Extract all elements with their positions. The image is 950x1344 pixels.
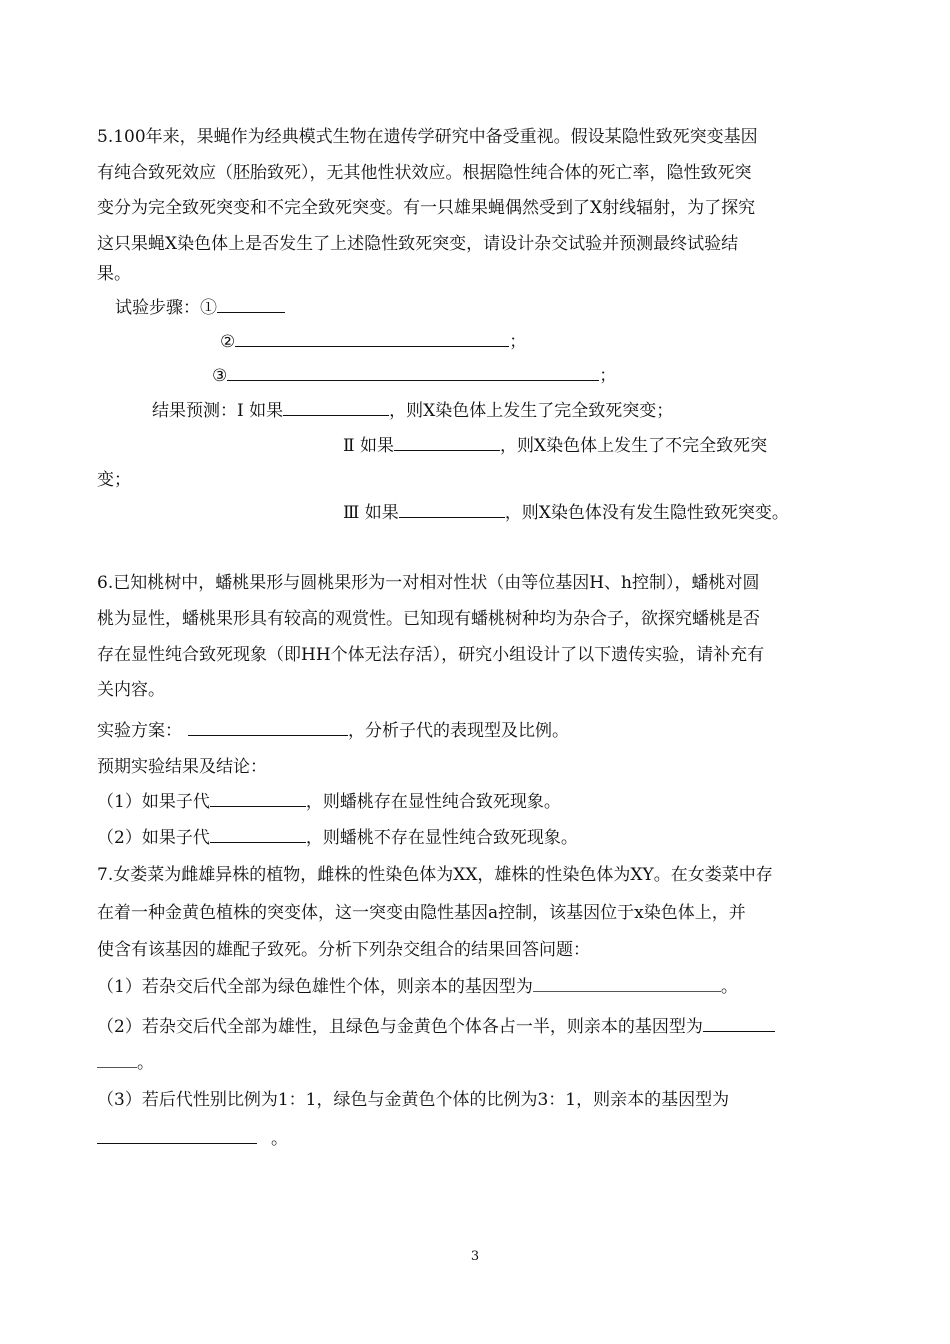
q7-sub1-head: （1）若杂交后代全部为绿色雄性个体，则亲本的基因型为 (97, 977, 533, 997)
q5-line-4: 这只果蝇X染色体上是否发生了上述隐性致死突变，请设计杂交试验并预测最终试验结 (97, 234, 739, 254)
q5-result2-blank[interactable] (394, 432, 500, 451)
q7-sub1-tail: 。 (720, 977, 738, 997)
q7-sub-3-cont (97, 1125, 288, 1151)
q7-sub3-blank[interactable] (97, 1125, 257, 1144)
q7-line-3: 使含有该基因的雄配子致死。分析下列杂交组合的结果回答问题： (97, 940, 590, 960)
page-number: 3 (470, 1249, 480, 1264)
q5-step1-blank[interactable] (217, 294, 285, 313)
q7-sub1-blank[interactable] (533, 973, 721, 992)
q6-item-2 (97, 824, 578, 850)
q5-step3-blank[interactable] (227, 362, 599, 381)
q5-steps-row-3 (212, 362, 616, 388)
q5-result2-cont: 变； (97, 470, 131, 490)
q5-line-3: 变分为完全致死突变和不完全致死突变。有一只雄果蝇偶然受到了X射线辐射，为了探究 (97, 198, 756, 218)
q7-sub2-head: （2）若杂交后代全部为雄性，且绿色与金黄色个体各占一半，则亲本的基因型为 (97, 1017, 703, 1037)
q6-line-2: 桃为显性，蟠桃果形具有较高的观赏性。已知现有蟠桃树种均为杂合子，欲探究蟠桃是否 (97, 609, 760, 629)
q5-step2-semicolon: ； (509, 332, 527, 352)
q7-line-1: 7.女娄菜为雌雄异株的植物，雌株的性染色体为XX，雄株的性染色体为XY。在女娄菜中存 (97, 865, 773, 885)
q6-item1-blank[interactable] (210, 788, 306, 807)
q6-item2-blank[interactable] (210, 824, 306, 843)
q5-result1-blank[interactable] (283, 397, 389, 416)
q6-item-1 (97, 788, 561, 814)
q5-result2-head: Ⅱ 如果 (343, 436, 394, 456)
q6-plan-row (97, 717, 569, 743)
q5-line-2: 有纯合致死效应（胚胎致死），无其他性状效应。根据隐性纯合体的死亡率，隐性致死突 (97, 163, 752, 183)
q7-sub-3: （3）若后代性别比例为1：1，绿色与金黄色个体的比例为3：1，则亲本的基因型为 (97, 1090, 730, 1110)
q7-sub-2-cont (97, 1049, 154, 1075)
q7-sub3-tail: 。 (271, 1129, 288, 1149)
q5-step3-semicolon: ； (599, 366, 617, 386)
q6-plan-tail: ，分析子代的表现型及比例。 (348, 721, 569, 741)
q5-line-1: 5.100年来，果蝇作为经典模式生物在遗传学研究中备受重视。假设某隐性致死突变基因 (97, 127, 758, 147)
q7-sub-1 (97, 973, 738, 999)
q6-plan-label: 实验方案： (97, 721, 182, 741)
q5-step3-mark: ③ (212, 366, 228, 386)
q5-line-5: 果。 (97, 264, 131, 284)
q7-sub2-blank-b[interactable] (97, 1049, 137, 1068)
q5-step2-blank[interactable] (235, 328, 509, 347)
q5-steps-label: 试验步骤：① (115, 298, 217, 318)
q5-result-row-1 (152, 397, 673, 423)
q6-item1-head: （1）如果子代 (97, 792, 210, 812)
q5-result3-tail: ，则X染色体没有发生隐性致死突变。 (504, 503, 789, 523)
q6-item1-tail: ，则蟠桃存在显性纯合致死现象。 (305, 792, 561, 812)
q7-line-2: 在着一种金黄色植株的突变体，这一突变由隐性基因a控制，该基因位于x染色体上，并 (97, 903, 746, 923)
q6-item2-head: （2）如果子代 (97, 828, 210, 848)
q7-sub2-blank-a[interactable] (703, 1013, 775, 1032)
q5-result2-tail: ，则X染色体上发生了不完全致死突 (499, 436, 768, 456)
q5-steps-row-2 (220, 328, 526, 354)
q6-line-1: 6.已知桃树中，蟠桃果形与圆桃果形为一对相对性状（由等位基因H、h控制），蟠桃对圆 (97, 573, 760, 593)
q7-sub2-tail: 。 (137, 1053, 154, 1073)
q7-sub-2 (97, 1013, 775, 1039)
q5-result3-head: Ⅲ 如果 (343, 503, 399, 523)
q5-steps-row-1 (115, 294, 285, 320)
q6-item2-tail: ，则蟠桃不存在显性纯合致死现象。 (305, 828, 578, 848)
q5-result3-blank[interactable] (399, 499, 505, 518)
q6-plan-blank[interactable] (188, 717, 348, 736)
q5-result-row-2 (343, 432, 767, 458)
q6-expect-label: 预期实验结果及结论： (97, 757, 267, 777)
q6-line-4: 关内容。 (97, 680, 165, 700)
q5-result1-tail: ，则X染色体上发生了完全致死突变； (389, 401, 674, 421)
q5-result-row-3 (343, 499, 789, 525)
q5-result-label: 结果预测：Ⅰ 如果 (152, 401, 284, 421)
q6-line-3: 存在显性纯合致死现象（即HH个体无法存活），研究小组设计了以下遗传实验，请补充有 (97, 645, 765, 665)
q5-step2-mark: ② (220, 332, 236, 352)
